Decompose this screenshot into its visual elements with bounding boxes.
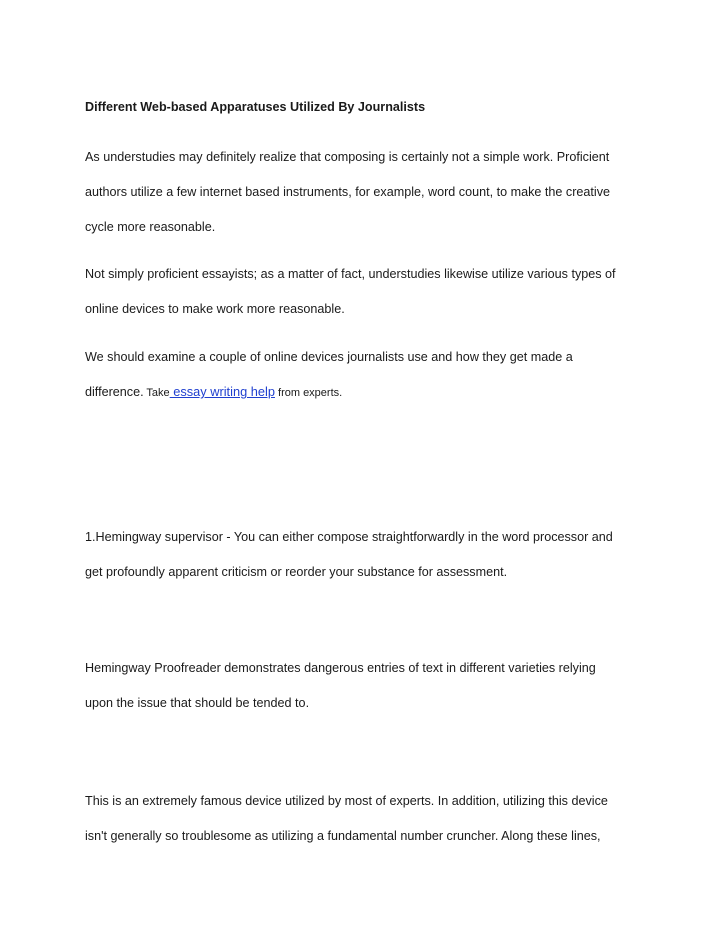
paragraph-5-line-2: upon the issue that should be tended to. [85, 696, 310, 710]
paragraph-3-line-1: We should examine a couple of online devices journalists use and how they get made a [85, 350, 573, 364]
paragraph-4-line-1: 1.Hemingway supervisor - You can either compose straightforwardly in the word processor and [85, 530, 613, 544]
paragraph-1-line-3: cycle more reasonable. [85, 220, 216, 234]
from-experts-text: from experts. [274, 387, 343, 399]
paragraph-3-prefix: difference. [85, 385, 144, 399]
paragraph-4-line-2: get profoundly apparent criticism or reorder your substance for assessment. [85, 565, 508, 579]
paragraph-5-line-1: Hemingway Proofreader demonstrates dangerous entries of text in different varieties relying [85, 661, 596, 675]
essay-writing-help-link[interactable]: essay writing help [169, 384, 275, 399]
paragraph-2-line-2: online devices to make work more reasonable. [85, 302, 345, 316]
paragraph-1-line-1: As understudies may definitely realize that composing is certainly not a simple work. Proficient [85, 150, 610, 164]
document-title: Different Web-based Apparatuses Utilized By Journalists [85, 100, 426, 114]
paragraph-1-line-2: authors utilize a few internet based instruments, for example, word count, to make the creative [85, 185, 611, 199]
take-text: Take [143, 387, 170, 399]
paragraph-6-line-1: This is an extremely famous device utilized by most of experts. In addition, utilizing this device [85, 794, 608, 808]
paragraph-2-line-1: Not simply proficient essayists; as a matter of fact, understudies likewise utilize various types of [85, 267, 616, 281]
paragraph-3-line-2 [85, 384, 342, 401]
paragraph-6-line-2: isn't generally so troublesome as utilizing a fundamental number cruncher. Along these lines, [85, 829, 601, 843]
